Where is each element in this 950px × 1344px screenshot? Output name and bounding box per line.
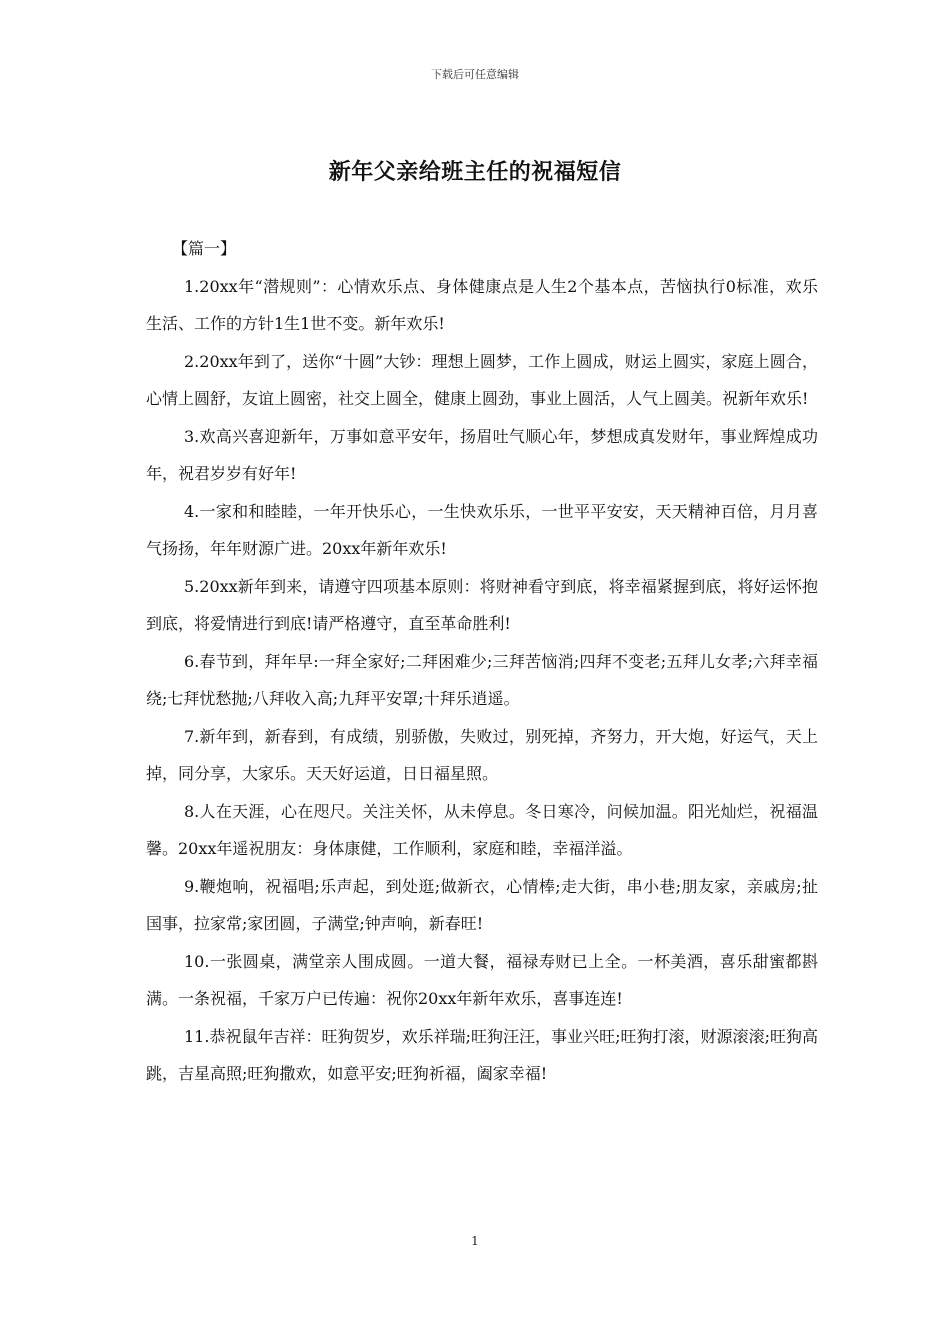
- page-number: 1: [471, 1234, 479, 1248]
- paragraph-10: 10.一张圆桌，满堂亲人围成圆。一道大餐，福禄寿财已上全。一杯美酒，喜乐甜蜜都斟满。一条祝福，千家万户已传遍：祝你20xx年新年欢乐，喜事连连!: [146, 951, 818, 1008]
- paragraph-11: 11.恭祝鼠年吉祥：旺狗贺岁，欢乐祥瑞;旺狗汪汪，事业兴旺;旺狗打滚，财源滚滚;旺狗高跳，吉星高照;旺狗撒欢，如意平安;旺狗祈福，阖家幸福!: [146, 1026, 818, 1083]
- paragraph-4: 4.一家和和睦睦，一年开快乐心，一生快欢乐乐，一世平平安安，天天精神百倍，月月喜气扬扬，年年财源广进。20xx年新年欢乐!: [146, 501, 818, 558]
- paragraph-6: 6.春节到，拜年早:一拜全家好;二拜困难少;三拜苦恼消;四拜不变老;五拜儿女孝;六拜幸福绕;七拜忧愁抛;八拜收入高;九拜平安罩;十拜乐逍遥。: [146, 651, 818, 708]
- paragraph-9: 9.鞭炮响，祝福唱;乐声起，到处逛;做新衣，心情棒;走大街，串小巷;朋友家，亲戚房;扯国事，拉家常;家团圆，子满堂;钟声响，新春旺!: [146, 876, 818, 933]
- paragraph-3: 3.欢高兴喜迎新年，万事如意平安年，扬眉吐气顺心年，梦想成真发财年，事业辉煌成功年，祝君岁岁有好年!: [146, 426, 818, 483]
- document-title: 新年父亲给班主任的祝福短信: [328, 159, 622, 185]
- paragraph-2: 2.20xx年到了，送你“十圆”大钞：理想上圆梦，工作上圆成，财运上圆实，家庭上圆合，心情上圆舒，友谊上圆密，社交上圆全，健康上圆劲，事业上圆活，人气上圆美。祝新年欢乐!: [146, 351, 818, 408]
- paragraph-7: 7.新年到，新春到，有成绩，别骄傲，失败过，别死掉，齐努力，开大炮，好运气，天上掉，同分享，大家乐。天天好运道，日日福星照。: [146, 726, 818, 783]
- paragraph-8: 8.人在天涯，心在咫尺。关注关怀，从未停息。冬日寒冷，问候加温。阳光灿烂，祝福温馨。20xx年遥祝朋友：身体康健，工作顺利，家庭和睦，幸福洋溢。: [146, 801, 818, 858]
- section-label: 【篇一】: [172, 239, 237, 258]
- paragraph-5: 5.20xx新年到来，请遵守四项基本原则：将财神看守到底，将幸福紧握到底，将好运怀抱到底，将爱情进行到底!请严格遵守，直至革命胜利!: [146, 576, 818, 633]
- page-header: 下载后可任意编辑: [431, 68, 519, 81]
- paragraph-1: 1.20xx年“潜规则”：心情欢乐点、身体健康点是人生2个基本点，苦恼执行0标准，欢乐生活、工作的方针1生1世不变。新年欢乐!: [146, 276, 818, 333]
- document-body: [146, 230, 818, 1093]
